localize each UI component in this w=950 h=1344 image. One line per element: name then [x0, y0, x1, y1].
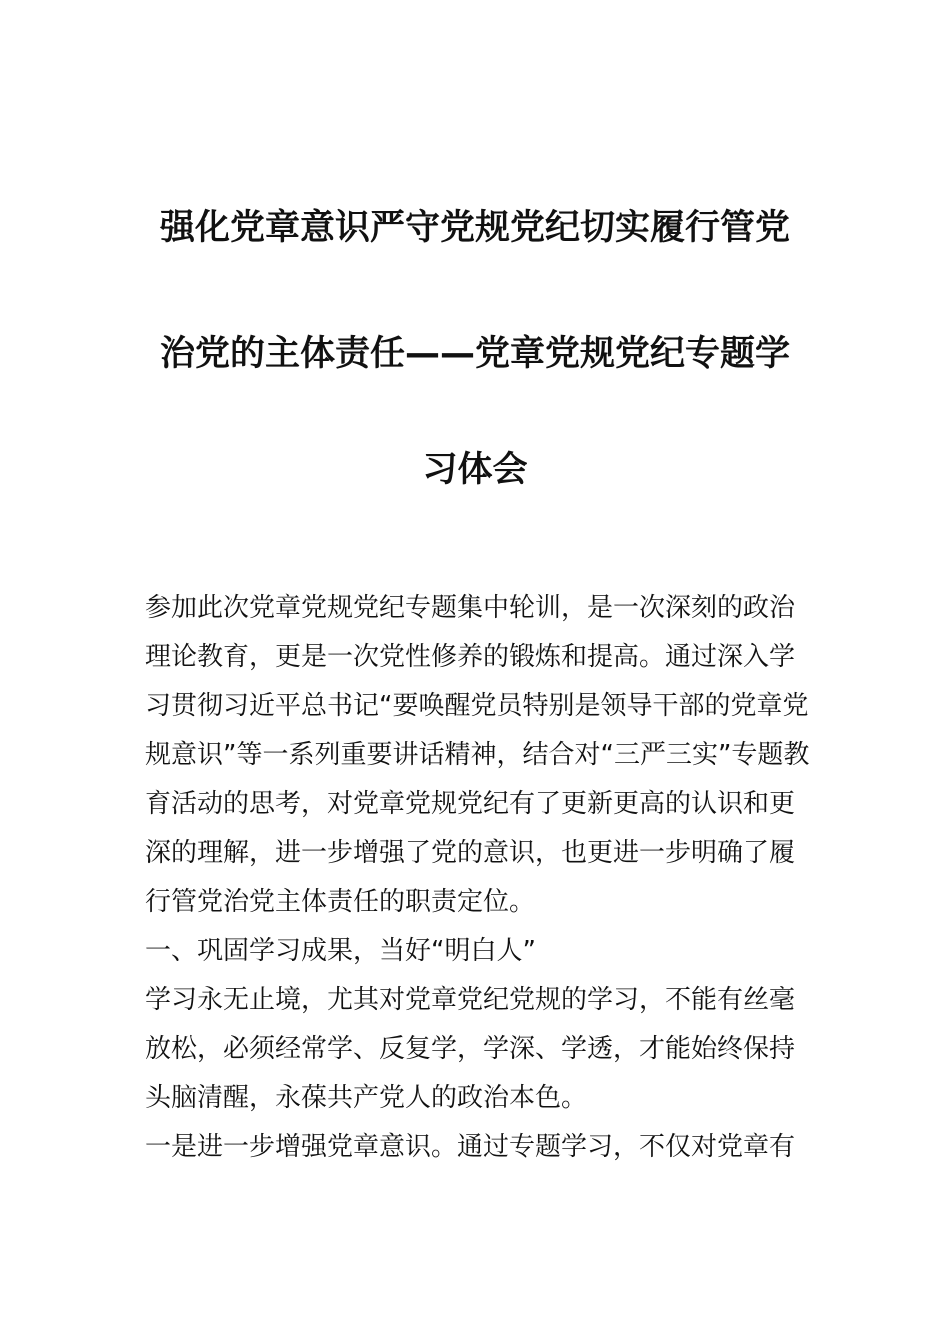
- body-line-3: 习贯彻习近平总书记“要唤醒党员特别是领导干部的党章党: [145, 691, 809, 721]
- body-line-2: 理论教育，更是一次党性修养的锻炼和提高。通过深入学: [145, 642, 796, 672]
- body-line-6: 深的理解，进一步增强了党的意识，也更进一步明确了履: [145, 838, 796, 868]
- body-line-12: 一是进一步增强党章意识。通过专题学习，不仅对党章有: [145, 1132, 796, 1162]
- document-title-line-1: 强化党章意识严守党规党纪切实履行管党: [159, 208, 790, 248]
- document-title-line-3: 习体会: [422, 450, 528, 490]
- document-title-line-2: 治党的主体责任——党章党规党纪专题学: [159, 334, 790, 374]
- body-line-9: 学习永无止境，尤其对党章党纪党规的学习，不能有丝毫: [145, 985, 796, 1015]
- section-heading-1: 一、巩固学习成果，当好“明白人”: [145, 936, 536, 966]
- body-line-1: 参加此次党章党规党纪专题集中轮训，是一次深刻的政治: [145, 593, 796, 623]
- body-line-11: 头脑清醒，永葆共产党人的政治本色。: [145, 1083, 588, 1113]
- body-line-7: 行管党治党主体责任的职责定位。: [145, 887, 536, 917]
- body-line-5: 育活动的思考，对党章党规党纪有了更新更高的认识和更: [145, 789, 796, 819]
- body-line-4: 规意识”等一系列重要讲话精神，结合对“三严三实”专题教: [145, 740, 810, 770]
- body-line-10: 放松，必须经常学、反复学，学深、学透，才能始终保持: [145, 1034, 796, 1064]
